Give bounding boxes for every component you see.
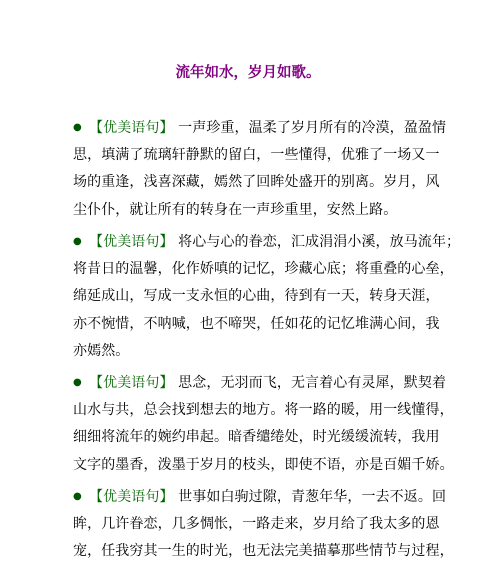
bullet-icon: ● — [73, 491, 82, 502]
paragraph-text: 将心与心的眷恋，汇成涓涓小溪，放马流年； — [173, 234, 461, 250]
paragraph-line: 亦嫣然。 — [73, 343, 130, 359]
paragraph-line — [73, 228, 461, 256]
paragraph-text: 一声珍重，温柔了岁月所有的冷漠，盈盈情 — [173, 120, 447, 136]
paragraph-line — [73, 483, 447, 511]
article-title: 流年如水，岁月如歌。 — [175, 65, 321, 81]
paragraph-line: 文字的墨香，泼墨于岁月的枝头，即使不语，亦是百媚千娇。 — [73, 456, 454, 473]
quote-paragraph — [73, 228, 461, 366]
quote-tag: 【优美语句】 — [89, 489, 174, 505]
quote-tag: 【优美语句】 — [89, 120, 174, 136]
bullet-icon: ● — [73, 122, 82, 133]
paragraph-text: 思念，无羽而飞，无言着心有灵犀，默契着 — [173, 375, 447, 391]
paragraph-line: 绵延成山，写成一支永恒的心曲，待到有一天，转身天涯， — [73, 288, 440, 304]
paragraph-line: 细细将流年的婉约串起。暗香缱绻处，时光缓缓流转，我用 — [73, 429, 440, 445]
quote-paragraph — [73, 483, 454, 566]
paragraph-line: 将昔日的温馨，化作娇嗔的记忆，珍藏心底；将重叠的心垒， — [73, 260, 454, 277]
bullet-icon: ● — [73, 377, 82, 388]
quote-tag: 【优美语句】 — [89, 234, 174, 250]
bullet-icon: ● — [73, 236, 82, 247]
paragraph-line: 眸，几许眷恋，几多惆怅，一路走来，岁月给了我太多的恩 — [73, 515, 440, 532]
paragraph-line: 亦不惋惜，不呐喊，也不啼哭，任如花的记忆堆满心间，我 — [73, 315, 440, 332]
paragraph-line: 思，填满了琉璃轩静默的留白，一些懂得，优雅了一场又一 — [73, 146, 440, 163]
quote-tag: 【优美语句】 — [89, 375, 174, 391]
quote-paragraph — [73, 114, 447, 224]
paragraph-line: 场的重逢，浅喜深藏，嫣然了回眸处盛开的别离。岁月，风 — [73, 174, 440, 190]
paragraph-line: 宠，任我穷其一生的时光，也无法完美描摹那些情节与过程， — [73, 543, 454, 559]
paragraph-line — [73, 114, 447, 142]
paragraph-line: 尘仆仆，就让所有的转身在一声珍重里，安然上路。 — [73, 201, 398, 218]
quote-paragraph — [73, 369, 454, 479]
paragraph-line: 山水与共，总会找到想去的地方。将一路的暖，用一线懂得， — [73, 401, 454, 418]
paragraph-text: 世事如白驹过隙，青葱年华，一去不返。回 — [173, 489, 447, 505]
paragraph-line — [73, 369, 447, 397]
